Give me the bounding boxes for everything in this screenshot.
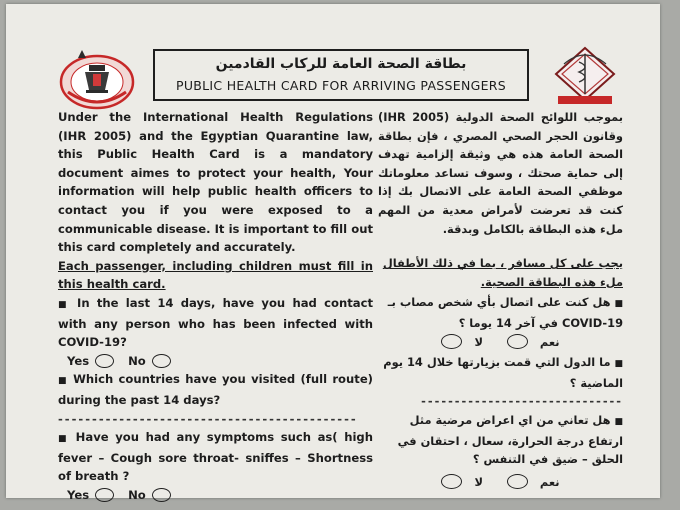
arabic-question-symptoms [378, 411, 623, 469]
bullet-icon: ■ [58, 376, 68, 387]
bullet-icon: ■ [614, 299, 623, 310]
q3-no-label: No [128, 487, 146, 502]
q3-no-circle[interactable] [152, 488, 171, 502]
q1-no-label-ar: لا [474, 334, 483, 349]
q1-yes-circle-ar[interactable] [507, 334, 528, 349]
card-title-english: PUBLIC HEALTH CARD FOR ARRIVING PASSENGERS [175, 78, 507, 93]
ministry-of-health-logo [58, 48, 136, 110]
bullet-icon: ■ [614, 359, 623, 370]
arabic-question-symptoms-text: هل تعاني من اي اعراض مرضية مثل ارتفاع درجة الحرارة، سعال ، احتقان في الحلق – ضيق في التنفس ؟ [397, 412, 623, 467]
arabic-question-contact-text: هل كنت على اتصال بأي شخص مصاب بـ COVID-19 في آخر 14 يوما ؟ [387, 295, 623, 330]
english-q3-options [58, 486, 373, 505]
english-question-contact [58, 294, 373, 352]
bullet-icon: ■ [614, 416, 623, 427]
q3-no-circle-ar[interactable] [441, 474, 462, 489]
q3-yes-label: Yes [67, 487, 90, 502]
english-intro-paragraph: Under the International Health Regulations (IHR 2005) and the Egyptian Quarantine law, this Public Health Card is a mandatory document aimes to protect your health, Your information will help public health officers to contact you if you were exposed to a communicable disease. It is important to fill out this card completely and accurately. [58, 110, 373, 255]
card-title-arabic: بطاقة الصحة العامة للركاب القادمين [215, 56, 467, 72]
q1-no-circle[interactable] [152, 354, 171, 368]
quarantine-emblem-logo [552, 42, 618, 106]
arabic-countries-answer-line[interactable]: ------------------------------ [421, 394, 623, 409]
q3-yes-circle[interactable] [95, 488, 114, 502]
arabic-instruction: يجب على كل مسافر ، بما في ذلك الأطفال ملء هذه البطاقة الصحية. [382, 256, 623, 289]
arabic-section [378, 108, 623, 491]
english-countries-answer-line[interactable]: -------------------------------------------- [58, 411, 358, 426]
q3-yes-label-ar: نعم [539, 474, 560, 489]
english-question-countries-text: Which countries have you visited (full route) during the past 14 days? [58, 372, 373, 407]
arabic-question-contact [378, 293, 623, 332]
english-q1-options [58, 352, 373, 371]
english-instruction: Each passenger, including children must fill in this health card. [58, 258, 373, 292]
q3-no-label-ar: لا [474, 474, 483, 489]
arabic-q3-options [378, 473, 623, 492]
english-section [58, 108, 373, 504]
q1-yes-label: Yes [67, 353, 90, 368]
bullet-icon: ■ [58, 434, 70, 445]
arabic-question-countries [378, 353, 623, 392]
english-question-contact-text: In the last 14 days, have you had contact with any person who has been infected with COVID-19? [58, 295, 373, 350]
english-question-symptoms-text: Have you had any symptoms such as( high fever – Cough sore throat- sniffes – Shortness of breath ? [58, 430, 373, 484]
q1-no-label: No [128, 353, 146, 368]
q1-yes-label-ar: نعم [539, 334, 560, 349]
card-title-box [153, 49, 529, 101]
arabic-intro-paragraph: بموجب اللوائح الصحة الدولية (IHR 2005) وقانون الحجر الصحي المصري ، فإن بطاقة الصحة العامة هذه هي وثيقة إلزامية تهدف إلى حماية صحتك ، وسوف تساعد معلوماتك موظفي الصحة العامة على الاتصال بك إذا كنت قد تعرضت لأمراض معدية من المهم ملء هذه البطاقة بالكامل وبدقة. [378, 110, 623, 236]
english-question-symptoms [58, 428, 373, 486]
q1-yes-circle[interactable] [95, 354, 114, 368]
arabic-question-countries-text: ما الدول التي قمت بزيارتها خلال 14 يوم الماضية ؟ [383, 355, 623, 390]
q3-yes-circle-ar[interactable] [507, 474, 528, 489]
q1-no-circle-ar[interactable] [441, 334, 462, 349]
bullet-icon: ■ [58, 299, 70, 310]
english-question-countries [58, 370, 373, 409]
arabic-q1-options [378, 333, 623, 352]
